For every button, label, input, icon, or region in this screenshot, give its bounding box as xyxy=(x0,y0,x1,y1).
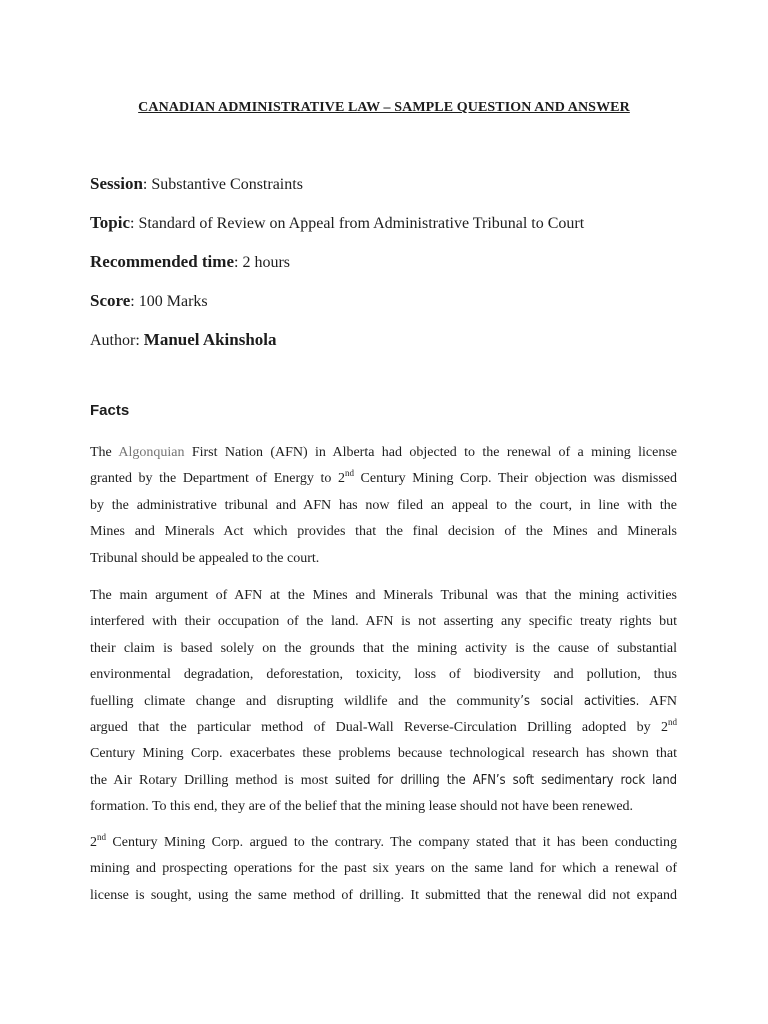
recommended-time-label: Recommended time xyxy=(90,252,234,271)
facts-paragraph-1 xyxy=(90,440,677,572)
recommended-time-line xyxy=(90,252,290,272)
topic-line xyxy=(90,213,584,233)
text-run-alt-font: ’s social activities. xyxy=(520,693,640,709)
text-run: granted by the Department of Energy to 2 xyxy=(90,471,345,487)
paragraph-line: The main argument of AFN at the Mines and Minerals Tribunal was that the mining activities xyxy=(90,588,677,603)
paragraph-line xyxy=(90,689,677,715)
paragraph-line: Tribunal should be appealed to the court. xyxy=(90,550,320,566)
topic-label: Topic xyxy=(90,213,131,232)
superscript: nd xyxy=(668,716,677,727)
session-label: Session xyxy=(90,174,143,193)
paragraph-line: their claim is based solely on the grounds that the mining activity is the cause of substantial xyxy=(90,640,677,656)
text-run-alt-font: suited for drilling the AFN’s soft sedimentary rock land xyxy=(335,772,677,788)
paragraph-line: environmental degradation, deforestation, toxicity, loss of biodiversity and pollution, thus xyxy=(90,667,677,683)
text-run: argued that the particular method of Dual-Wall Reverse-Circulation Drilling adopted by 2 xyxy=(90,719,668,735)
text-run: The xyxy=(90,445,119,460)
paragraph-line: by the administrative tribunal and AFN has now filed an appeal to the court, in line with the xyxy=(90,497,677,513)
paragraph-line xyxy=(90,466,677,492)
text-run: 2 xyxy=(90,835,97,850)
paragraph-line: Century Mining Corp. exacerbates these problems because technological research has shown that xyxy=(90,746,677,762)
superscript: nd xyxy=(344,468,354,479)
facts-heading: Facts xyxy=(90,402,130,419)
score-line xyxy=(90,291,208,311)
text-run: AFN xyxy=(639,693,678,709)
facts-paragraph-3 xyxy=(90,830,677,909)
paragraph-line xyxy=(90,768,677,794)
text-run: Century Mining Corp. argued to the contrary. The company stated that it has been conducting xyxy=(106,835,677,850)
score-label: Score xyxy=(90,291,131,310)
author-label: Author: xyxy=(90,332,144,349)
session-value: : Substantive Constraints xyxy=(142,176,303,193)
paragraph-line: formation. To this end, they are of the belief that the mining lease should not have been renewed. xyxy=(90,799,634,815)
paragraph-line: mining and prospecting operations for the past six years on the same land for which a renewal of xyxy=(90,861,677,877)
highlighted-term: Algonquian xyxy=(118,445,185,460)
recommended-time-value: : 2 hours xyxy=(234,254,290,271)
author-line xyxy=(90,330,277,350)
paragraph-line xyxy=(90,830,677,856)
paragraph-line xyxy=(90,440,677,466)
text-run: the Air Rotary Drilling method is most xyxy=(90,772,335,788)
text-run: fuelling climate change and disrupting wildlife and the community xyxy=(90,693,521,709)
paragraph-line: interfered with their occupation of the land. AFN is not asserting any specific treaty rights but xyxy=(90,614,677,630)
session-line xyxy=(90,174,303,194)
author-name: Manuel Akinshola xyxy=(143,330,277,349)
paragraph-line xyxy=(90,715,677,741)
paragraph-line: Mines and Minerals Act which provides that the final decision of the Mines and Minerals xyxy=(90,524,677,540)
facts-paragraph-2 xyxy=(90,583,677,821)
text-run: First Nation (AFN) in Alberta had objected to the renewal of a mining license xyxy=(184,445,677,460)
text-run: Century Mining Corp. Their objection was dismissed xyxy=(353,471,677,487)
topic-value: : Standard of Review on Appeal from Administrative Tribunal to Court xyxy=(130,215,585,232)
paragraph-line: license is sought, using the same method of drilling. It submitted that the renewal did not expand xyxy=(90,887,677,903)
superscript: nd xyxy=(97,832,106,842)
score-value: : 100 Marks xyxy=(130,293,208,310)
document-title: CANADIAN ADMINISTRATIVE LAW – SAMPLE QUESTION AND ANSWER xyxy=(138,100,630,115)
